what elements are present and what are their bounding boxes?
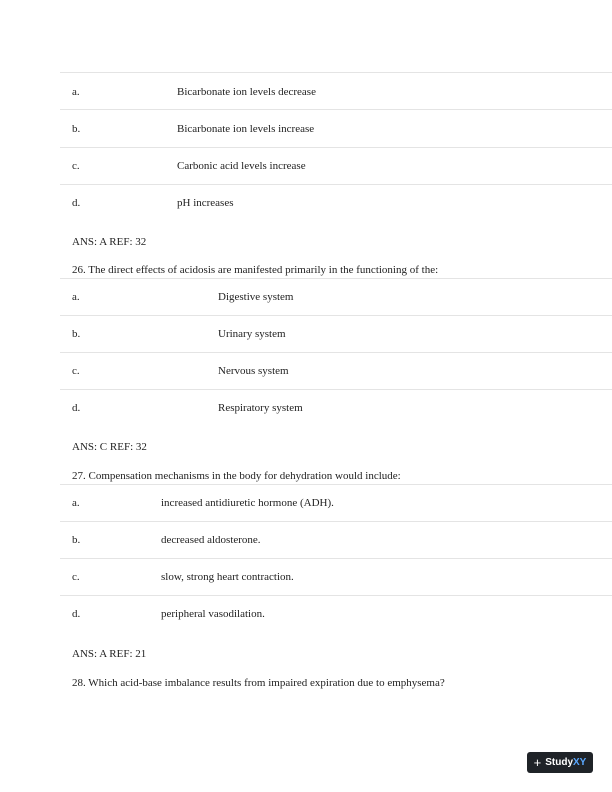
brand-accent: XY [573, 757, 587, 768]
option-letter: c. [72, 365, 80, 377]
option-text: Digestive system [218, 291, 294, 303]
studyxy-badge[interactable] [527, 752, 593, 773]
option-letter: c. [72, 571, 80, 583]
q27-answer: ANS: A REF: 21 [72, 648, 147, 660]
q26-option-c [60, 352, 612, 390]
q26-option-a [60, 278, 612, 316]
q26-answer: ANS: C REF: 32 [72, 441, 147, 453]
q27-option-b [60, 521, 612, 559]
option-text: Nervous system [218, 365, 289, 377]
option-letter: b. [72, 328, 81, 340]
option-letter: d. [72, 197, 81, 209]
option-letter: d. [72, 608, 81, 620]
option-text: Urinary system [218, 328, 286, 340]
q25-option-c [60, 147, 612, 185]
option-letter: b. [72, 534, 81, 546]
brand-name: Study [545, 757, 574, 768]
option-text: peripheral vasodilation. [161, 608, 265, 620]
option-letter: c. [72, 160, 80, 172]
option-letter: b. [72, 123, 81, 135]
option-text: Respiratory system [218, 402, 303, 414]
q28-question: 28. Which acid-base imbalance results from impaired expiration due to emphysema? [72, 677, 445, 689]
q25-option-b [60, 109, 612, 148]
option-text: slow, strong heart contraction. [161, 571, 294, 583]
option-letter: a. [72, 86, 80, 98]
q25-answer: ANS: A REF: 32 [72, 236, 147, 248]
q27-option-d [60, 595, 612, 633]
option-text: pH increases [177, 197, 234, 209]
q27-question: 27. Compensation mechanisms in the body for dehydration would include: [72, 470, 401, 482]
option-text: Carbonic acid levels increase [177, 160, 306, 172]
q25-option-d [60, 184, 612, 223]
q26-question: 26. The direct effects of acidosis are manifested primarily in the functioning of the: [72, 264, 439, 276]
option-text: Bicarbonate ion levels decrease [177, 86, 316, 98]
option-letter: a. [72, 291, 80, 303]
option-letter: a. [72, 497, 80, 509]
q25-option-a [60, 72, 612, 110]
option-text: increased antidiuretic hormone (ADH). [161, 497, 334, 509]
option-letter: d. [72, 402, 81, 414]
q26-option-d [60, 389, 612, 427]
q27-option-a [60, 484, 612, 522]
q27-option-c [60, 558, 612, 596]
plus-icon: + [533, 755, 542, 770]
option-text: Bicarbonate ion levels increase [177, 123, 315, 135]
q26-option-b [60, 315, 612, 353]
option-text: decreased aldosterone. [161, 534, 261, 546]
